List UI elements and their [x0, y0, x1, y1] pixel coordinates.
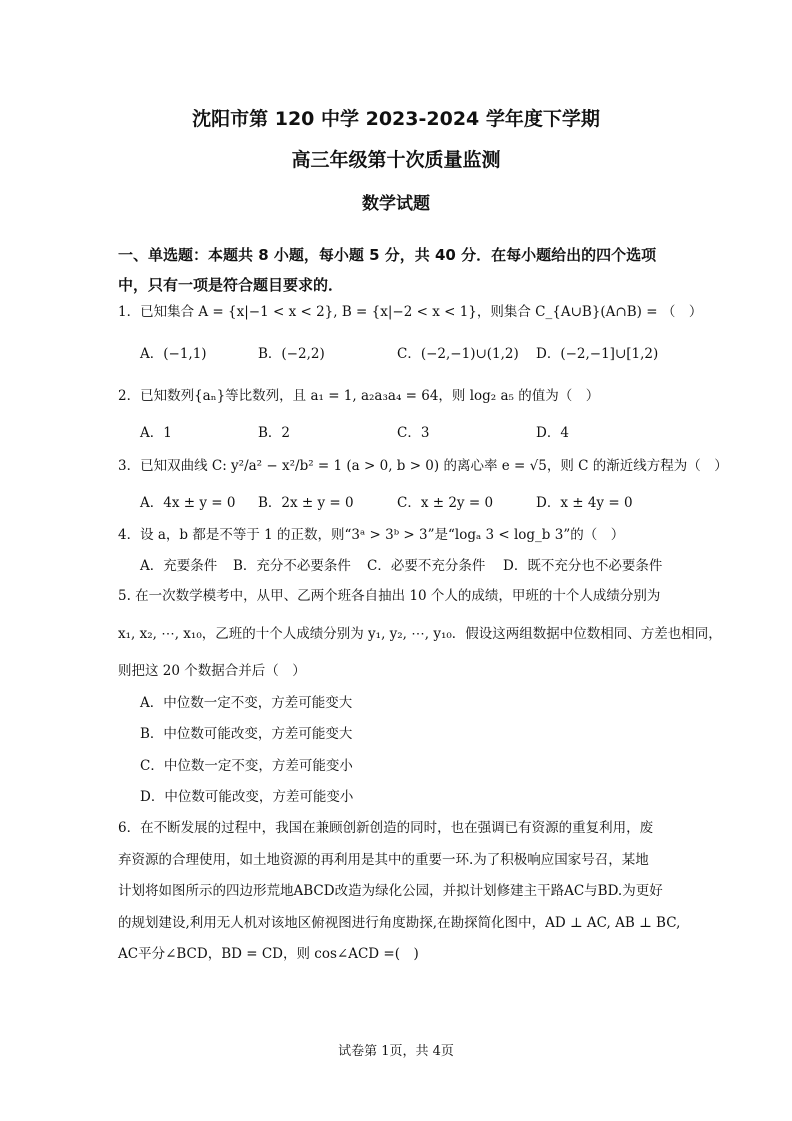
- q4-option-a: A．充要条件: [140, 558, 218, 574]
- q6-line-5: AC平分∠BCD，BD = CD，则 cos∠ACD =( ): [118, 946, 419, 962]
- q2-option-c: C．3: [397, 425, 430, 441]
- q5-line-2: x₁, x₂, ⋯, x₁₀，乙班的十个人成绩分别为 y₁, y₂, ⋯, y₁₀．假设这两组数据中位数相同、方差也相同，: [118, 626, 722, 642]
- q2-option-b: B．2: [258, 425, 291, 441]
- q6-line-3: 计划将如图所示的四边形荒地ABCD改造为绿化公园，并拟计划修建主干路AC与BD.为更好: [118, 883, 663, 899]
- q1-option-b: B．(−2,2): [258, 346, 325, 362]
- q1-stem: 1．已知集合 A = {x|−1 < x < 2}, B = {x|−2 < x < 1}，则集合 C_{A∪B}(A∩B) = （ ）: [118, 304, 703, 320]
- page-footer: 试卷第 1页，共 4页: [338, 1044, 454, 1059]
- q2-option-a: A．1: [140, 425, 172, 441]
- exam-title: 高三年级第十次质量监测: [291, 149, 501, 171]
- q5-option-a: A．中位数一定不变，方差可能变大: [140, 695, 353, 711]
- q1-option-c: C．(−2,−1)∪(1,2): [397, 346, 519, 362]
- q5-line-3: 则把这 20 个数据合并后（ ）: [118, 663, 306, 679]
- q3-option-b: B．2x ± y = 0: [258, 495, 354, 511]
- q4-stem: 4．设 a，b 都是不等于 1 的正数，则“3ᵃ > 3ᵇ > 3”是“logₐ 3 < log_b 3”的（ ）: [118, 527, 625, 543]
- q3-option-d: D．x ± 4y = 0: [536, 495, 633, 511]
- q5-line-1: 5. 在一次数学模考中，从甲、乙两个班各自抽出 10 个人的成绩，甲班的十个人成绩分别为: [118, 588, 661, 604]
- q5-option-c: C．中位数一定不变，方差可能变小: [140, 758, 353, 774]
- q3-option-c: C．x ± 2y = 0: [397, 495, 494, 511]
- q6-line-1: 6．在不断发展的过程中，我国在兼顾创新创造的同时，也在强调已有资源的重复利用，废: [118, 820, 654, 836]
- subject-title: 数学试题: [362, 194, 430, 214]
- section-1-heading: 一、单选题：本题共 8 小题，每小题 5 分，共 40 分．在每小题给出的四个选项中，只有一项是符合题目要求的．: [118, 246, 657, 294]
- q4-option-b: B．充分不必要条件: [233, 558, 351, 574]
- q2-option-d: D．4: [536, 425, 569, 441]
- q6-line-4: 的规划建设,利用无人机对该地区俯视图进行角度勘探,在勘探简化图中，AD ⊥ AC, AB ⊥ BC,: [118, 915, 681, 931]
- q4-option-d: D．既不充分也不必要条件: [503, 558, 663, 574]
- q5-option-d: D．中位数可能改变，方差可能变小: [140, 789, 354, 805]
- q2-stem: 2．已知数列{aₙ}等比数列，且 a₁ = 1, a₂a₃a₄ = 64，则 log₂ a₅ 的值为（ ）: [118, 388, 600, 404]
- q4-option-c: C．必要不充分条件: [367, 558, 486, 574]
- q1-option-d: D．(−2,−1]∪[1,2): [536, 346, 659, 362]
- q6-line-2: 弃资源的合理使用，如土地资源的再利用是其中的重要一环.为了积极响应国家号召，某地: [118, 852, 649, 868]
- q3-stem: 3．已知双曲线 C: y²/a² − x²/b² = 1 (a > 0, b > 0) 的离心率 e = √5，则 C 的渐近线方程为（ ）: [118, 458, 728, 474]
- school-title: 沈阳市第 120 中学 2023-2024 学年度下学期: [192, 108, 600, 130]
- q3-option-a: A．4x ± y = 0: [140, 495, 236, 511]
- q5-option-b: B．中位数可能改变，方差可能变大: [140, 726, 353, 742]
- q1-option-a: A．(−1,1): [140, 346, 207, 362]
